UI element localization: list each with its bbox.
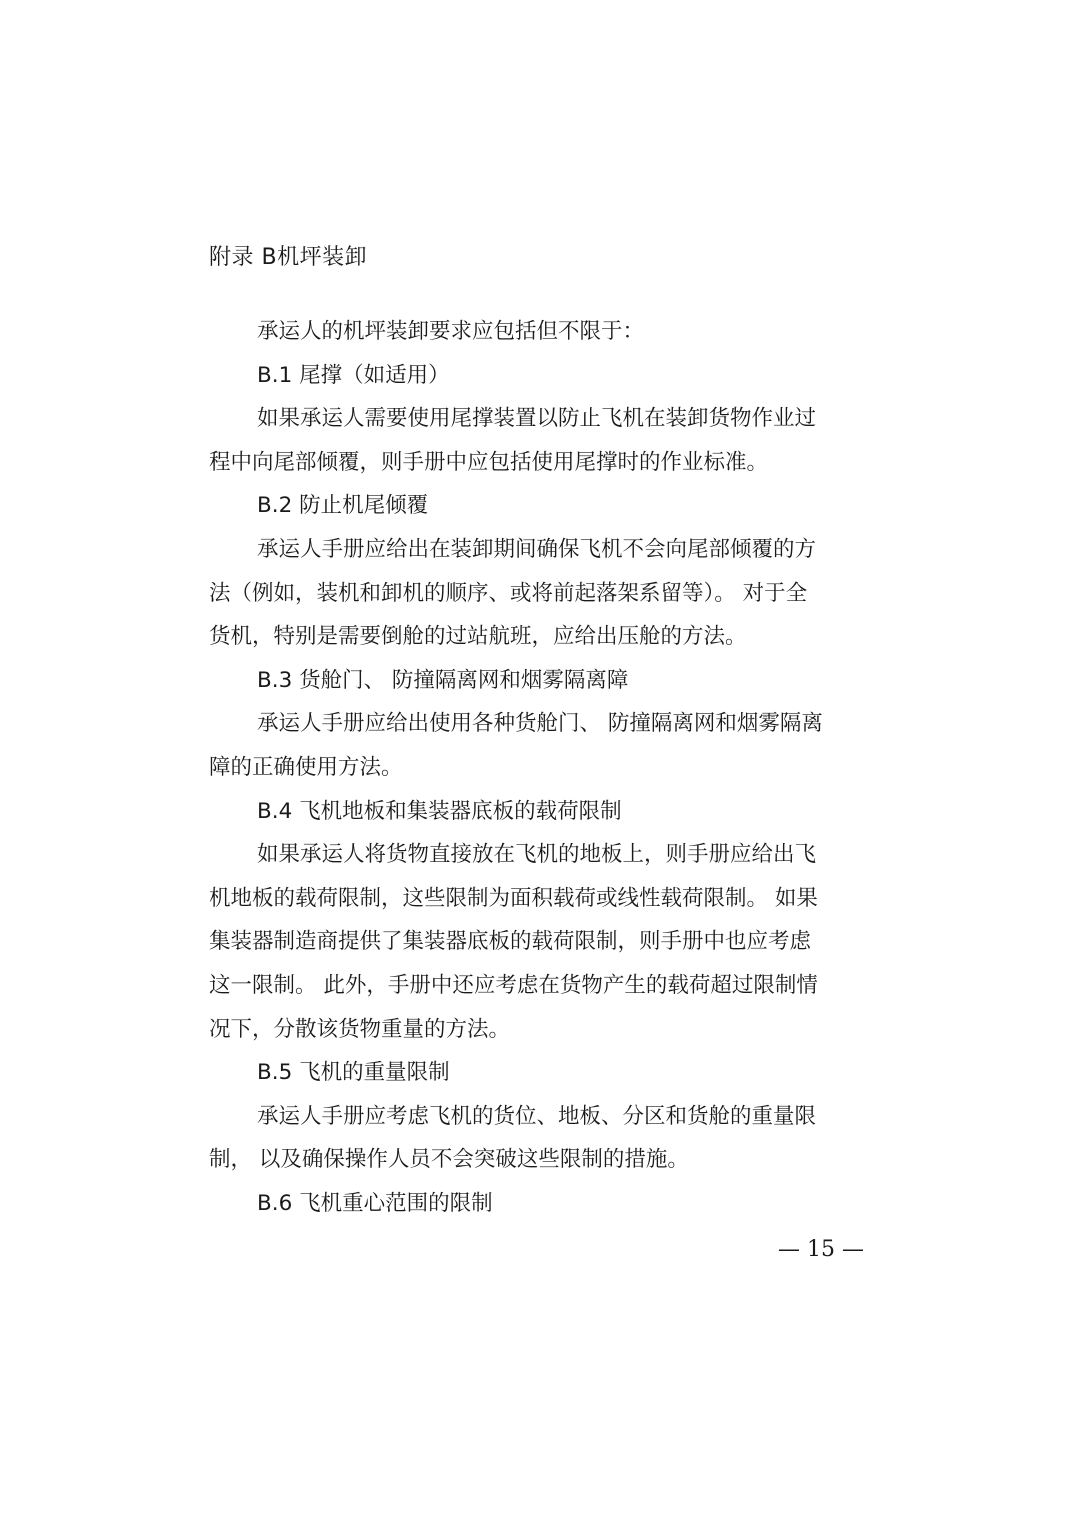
paragraph-line: 集装器制造商提供了集装器底板的载荷限制，则手册中也应考虑: [209, 929, 812, 955]
paragraph-line: 程中向尾部倾覆，则手册中应包括使用尾撑时的作业标准。: [209, 449, 769, 475]
appendix-title: 附录 B机坪装卸: [209, 245, 368, 270]
paragraph-line: 承运人手册应考虑飞机的货位、地板、分区和货舱的重量限: [257, 1103, 817, 1129]
document-body: [209, 310, 879, 1225]
section-heading-b3: B.3 货舱门、 防撞隔离网和烟雾隔离障: [257, 667, 629, 693]
section-heading-b6: B.6 飞机重心范围的限制: [257, 1190, 493, 1216]
paragraph-line: 况下，分散该货物重量的方法。: [209, 1016, 511, 1042]
paragraph-line: 机地板的载荷限制，这些限制为面积载荷或线性载荷限制。 如果: [209, 885, 818, 911]
paragraph-intro: 承运人的机坪装卸要求应包括但不限于：: [257, 319, 645, 344]
section-heading-b2: B.2 防止机尾倾覆: [257, 493, 429, 519]
paragraph-line: 承运人手册应给出使用各种货舱门、 防撞隔离网和烟雾隔离: [257, 711, 823, 737]
paragraph-line: 障的正确使用方法。: [209, 754, 403, 780]
section-heading-b4: B.4 飞机地板和集装器底板的载荷限制: [257, 798, 622, 824]
paragraph-line: 货机，特别是需要倒舱的过站航班，应给出压舱的方法。: [209, 624, 747, 650]
section-heading-b1: B.1 尾撑（如适用）: [257, 362, 450, 388]
section-heading-b5: B.5 飞机的重量限制: [257, 1060, 450, 1086]
paragraph-line: 这一限制。 此外，手册中还应考虑在货物产生的载荷超过限制情: [209, 972, 818, 998]
paragraph-line: 法（例如，装机和卸机的顺序、或将前起落架系留等）。 对于全: [209, 580, 808, 606]
paragraph-line: 承运人手册应给出在装卸期间确保飞机不会向尾部倾覆的方: [257, 536, 817, 562]
page-number: — 15 —: [778, 1237, 864, 1262]
paragraph-line: 如果承运人需要使用尾撑装置以防止飞机在装卸货物作业过: [257, 406, 817, 432]
paragraph-line: 制， 以及确保操作人员不会突破这些限制的措施。: [209, 1147, 689, 1173]
paragraph-line: 如果承运人将货物直接放在飞机的地板上，则手册应给出飞: [257, 842, 817, 868]
